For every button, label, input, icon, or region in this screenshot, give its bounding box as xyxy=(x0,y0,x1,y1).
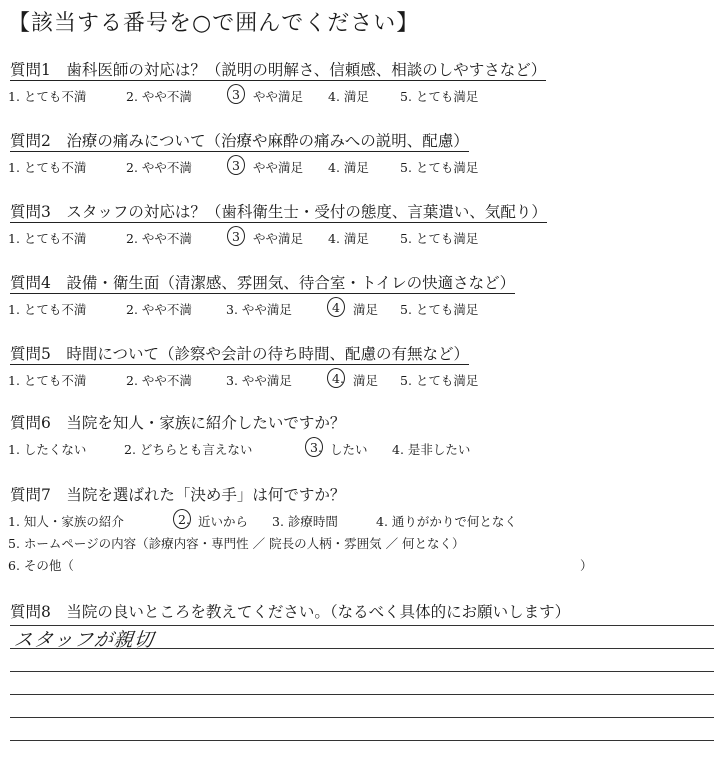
q3-option-5[interactable]: 5. とても満足 xyxy=(400,231,479,246)
q6-option-3-label: したい xyxy=(330,442,368,457)
q7-option-5[interactable]: 5. ホームページの内容（診療内容・専門性 ／ 院長の人柄・雰囲気 ／ 何となく） xyxy=(8,536,465,551)
answer-line-3 xyxy=(10,671,714,672)
q3-option-2[interactable]: 2. やや不満 xyxy=(126,231,192,246)
q4-option-5[interactable]: 5. とても満足 xyxy=(400,302,479,317)
q1-option-2[interactable]: 2. やや不満 xyxy=(126,89,192,104)
q7-option-4[interactable]: 4. 通りがかりで何となく xyxy=(376,514,517,529)
question-6-title: 質問6 当院を知人・家族に紹介したいですか？ xyxy=(10,414,346,432)
question-7-row-1 xyxy=(8,512,517,529)
q2-option-2[interactable]: 2. やや不満 xyxy=(126,160,192,175)
q7-option-3[interactable]: 3. 診療時間 xyxy=(272,514,338,529)
answer-line-4 xyxy=(10,694,714,695)
q3-option-1[interactable]: 1. とても不満 xyxy=(8,231,87,246)
q7-option-2-circled[interactable]: 2. xyxy=(178,512,190,527)
q2-option-1[interactable]: 1. とても不満 xyxy=(8,160,87,175)
q6-option-2[interactable]: 2. どちらとも言えない xyxy=(124,442,253,457)
q1-option-3-label: やや満足 xyxy=(253,89,304,104)
q2-option-4[interactable]: 4. 満足 xyxy=(328,160,369,175)
answer-line-1 xyxy=(10,625,714,626)
q5-option-4-circled[interactable]: 4. xyxy=(332,371,344,386)
answer-line-5 xyxy=(10,717,714,718)
q1-option-1[interactable]: 1. とても不満 xyxy=(8,89,87,104)
q5-option-1[interactable]: 1. とても不満 xyxy=(8,373,87,388)
q7-option-6-close: ） xyxy=(580,558,593,573)
q6-option-4[interactable]: 4. 是非したい xyxy=(392,442,471,457)
q4-option-4-circled[interactable]: 4 xyxy=(332,300,340,315)
q6-option-1[interactable]: 1. したくない xyxy=(8,442,87,457)
q8-handwritten-answer[interactable]: スタッフが親切 xyxy=(12,629,156,651)
q2-option-3-label: やや満足 xyxy=(253,160,304,175)
q3-option-4[interactable]: 4. 満足 xyxy=(328,231,369,246)
question-2-options xyxy=(8,158,479,175)
question-2-title: 質問2 治療の痛みについて（治療や麻酔の痛みへの説明、配慮） xyxy=(10,132,469,150)
q4-option-4-label: 満足 xyxy=(353,302,379,317)
q3-option-3-circled[interactable]: 3 xyxy=(232,229,240,244)
question-1-options xyxy=(8,87,479,104)
q1-option-3-circled[interactable]: 3 xyxy=(232,87,240,102)
question-8-title: 質問8 当院の良いところを教えてください。（なるべく具体的にお願いします） xyxy=(10,603,571,621)
question-7-title: 質問7 当院を選ばれた「決め手」は何ですか？ xyxy=(10,486,346,504)
q4-option-2[interactable]: 2. やや不満 xyxy=(126,302,192,317)
q7-option-2-label: 近いから xyxy=(198,514,249,529)
question-5-options xyxy=(8,371,479,388)
q7-option-1[interactable]: 1. 知人・家族の紹介 xyxy=(8,514,124,529)
q6-option-3-circled[interactable]: 3. xyxy=(310,440,322,455)
q5-option-5[interactable]: 5. とても満足 xyxy=(400,373,479,388)
question-1-title: 質問1 歯科医師の対応は？（説明の明解さ、信頼感、相談のしやすさなど） xyxy=(10,61,547,79)
q2-option-3-circled[interactable]: 3 xyxy=(232,158,240,173)
answer-line-6 xyxy=(10,740,714,741)
q5-option-3[interactable]: 3. やや満足 xyxy=(226,373,292,388)
answer-line-2 xyxy=(10,648,714,649)
question-5-title: 質問5 時間について（診察や会計の待ち時間、配慮の有無など） xyxy=(10,345,470,363)
q2-option-5[interactable]: 5. とても満足 xyxy=(400,160,479,175)
q5-option-2[interactable]: 2. やや不満 xyxy=(126,373,192,388)
question-4-options xyxy=(8,300,479,317)
q4-option-3[interactable]: 3. やや満足 xyxy=(226,302,292,317)
q7-option-6[interactable]: 6. その他（ xyxy=(8,558,74,573)
q5-option-4-label: 満足 xyxy=(353,373,379,388)
q1-option-4[interactable]: 4. 満足 xyxy=(328,89,369,104)
question-3-title: 質問3 スタッフの対応は？（歯科衛生士・受付の態度、言葉遣い、気配り） xyxy=(10,203,547,221)
question-3-options xyxy=(8,229,479,246)
question-6-options xyxy=(8,440,471,457)
q4-option-1[interactable]: 1. とても不満 xyxy=(8,302,87,317)
form-header: 【該当する番号を○で囲んでください】 xyxy=(8,11,420,36)
q1-option-5[interactable]: 5. とても満足 xyxy=(400,89,479,104)
question-4-title: 質問4 設備・衛生面（清潔感、雰囲気、待合室・トイレの快適さなど） xyxy=(10,274,516,292)
q3-option-3-label: やや満足 xyxy=(253,231,304,246)
